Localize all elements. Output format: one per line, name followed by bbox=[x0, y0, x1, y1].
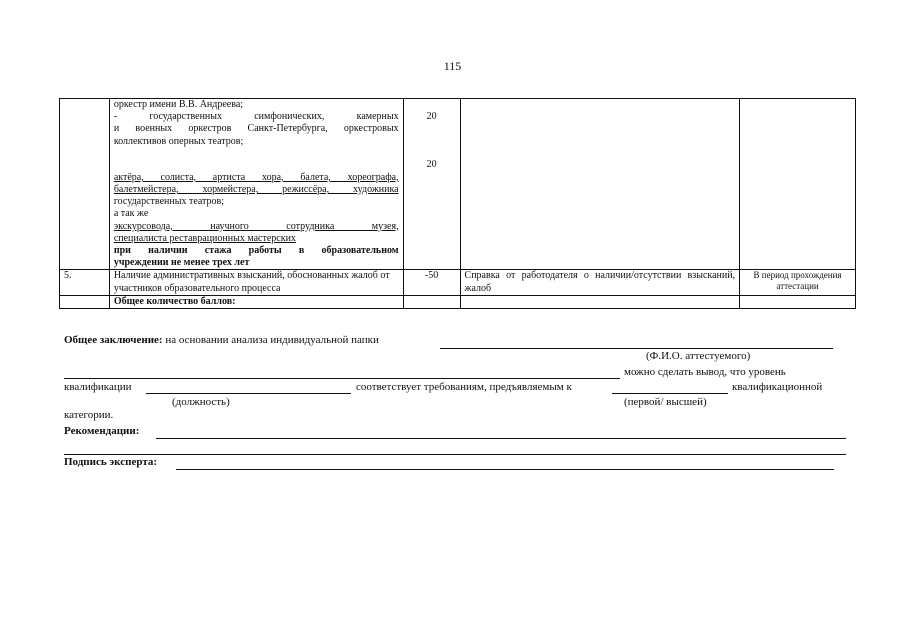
fio-blank[interactable] bbox=[440, 348, 833, 349]
conclusion-text: соответствует требованиям, предъявляемым к bbox=[356, 381, 572, 393]
page-number: 115 bbox=[443, 59, 462, 73]
signature-label: Подпись эксперта: bbox=[64, 456, 158, 468]
category-blank[interactable] bbox=[612, 393, 728, 394]
table-row bbox=[60, 99, 856, 270]
score-value: 20 bbox=[426, 159, 437, 171]
criteria-line: оркестр имени В.В. Андреева; bbox=[113, 99, 244, 110]
table-row bbox=[60, 270, 856, 295]
recommendations-blank[interactable] bbox=[156, 438, 846, 439]
recommendations-blank-2[interactable] bbox=[64, 454, 846, 455]
criteria-line: учреждении не менее трех лет bbox=[113, 257, 250, 269]
table-cell-period bbox=[740, 99, 856, 270]
fio-caption: (Ф.И.О. аттестуемого) bbox=[646, 350, 751, 362]
position-blank[interactable] bbox=[146, 393, 351, 394]
criteria-line: а так же bbox=[113, 208, 149, 220]
table-cell-doc bbox=[460, 99, 740, 270]
signature-blank[interactable] bbox=[176, 469, 834, 470]
criteria-line: специалиста реставрационных мастерских bbox=[113, 232, 296, 244]
category-caption: (первой/ высшей) bbox=[624, 396, 707, 408]
table-cell-score bbox=[403, 99, 460, 270]
table-row-total bbox=[60, 295, 856, 308]
qualification-label: квалификации bbox=[64, 381, 132, 393]
conclusion-text: квалификационной bbox=[732, 381, 823, 393]
conclusion-heading: Общее заключение: bbox=[64, 334, 163, 346]
table-cell-criteria bbox=[109, 99, 403, 270]
criteria-line: государственных театров; bbox=[113, 196, 225, 208]
score-value: 20 bbox=[426, 111, 437, 122]
row-number: 5. bbox=[60, 270, 110, 295]
table-cell-empty bbox=[460, 295, 740, 308]
recommendations-label: Рекомендации: bbox=[64, 425, 140, 437]
criteria-line: при наличии стажа работы в образовательном bbox=[113, 245, 399, 257]
document-text: Справка от работодателя о наличии/отсутствии взысканий, жалоб bbox=[460, 270, 740, 295]
period-text: В период прохождения аттестации bbox=[740, 270, 856, 295]
criteria-line: и военных оркестров Санкт-Петербурга, оркестровых bbox=[113, 123, 399, 135]
position-caption: (должность) bbox=[172, 396, 230, 408]
table-cell-num bbox=[60, 99, 110, 270]
category-word: категории. bbox=[64, 409, 114, 421]
attestation-table bbox=[59, 98, 856, 309]
criteria-line: экскурсовода, научного сотрудника музея, bbox=[113, 220, 399, 232]
fio-blank-2[interactable] bbox=[64, 378, 620, 379]
table-cell-empty bbox=[403, 295, 460, 308]
conclusion-text: можно сделать вывод, что уровень bbox=[624, 366, 786, 378]
conclusion-text: на основании анализа индивидуальной папки bbox=[165, 334, 379, 346]
table-cell-empty bbox=[60, 295, 110, 308]
table-cell-empty bbox=[740, 295, 856, 308]
criteria-line: - государственных симфонических, камерных bbox=[113, 111, 399, 123]
criteria-line: коллективов оперных театров; bbox=[113, 135, 244, 147]
total-label: Общее количество баллов: bbox=[109, 295, 403, 308]
criteria-line: балетмейстера, хормейстера, режиссёра, художника bbox=[113, 184, 399, 196]
score-value: -50 bbox=[403, 270, 460, 295]
criteria-text: Наличие административных взысканий, обоснованных жалоб от участников образовательного процесса bbox=[109, 270, 403, 295]
criteria-line: актёра, солиста, артиста хора, балета, хореографа, bbox=[113, 171, 399, 183]
conclusion-line-1 bbox=[64, 334, 379, 346]
